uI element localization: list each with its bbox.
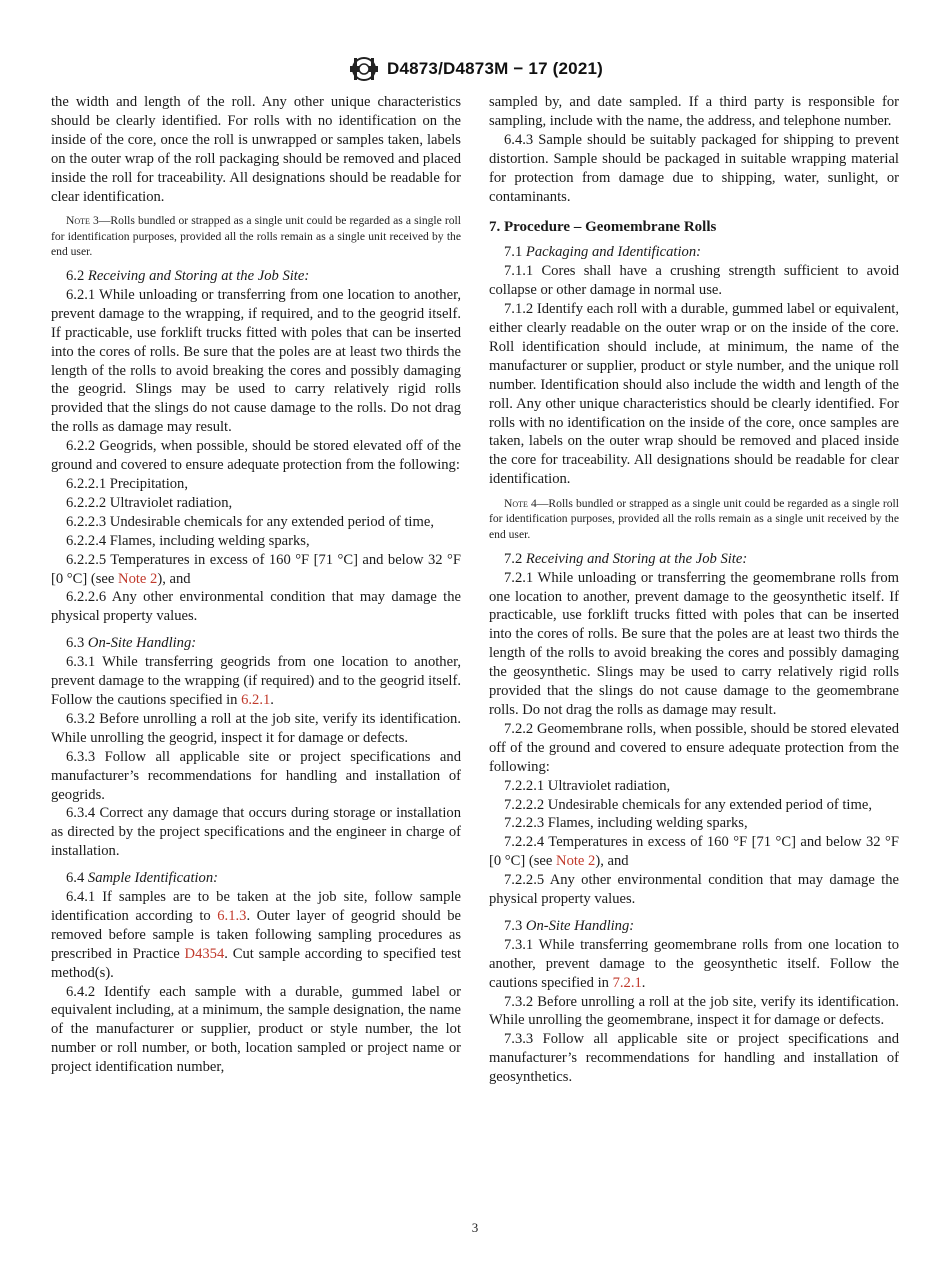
- section-6-1-3-link[interactable]: 6.1.3: [217, 907, 247, 924]
- section-number: 7.3: [504, 917, 523, 934]
- paragraph-continued: sampled by, and date sampled. If a third party is responsible for sampling, include with the name, the address, and telephone number.: [489, 94, 899, 129]
- paragraph-6-4-3: 6.4.3 Sample should be suitably packaged for shipping to prevent distortion. Sample should be packaged in suitable wrapping material for protection from damage due to shipping, water, sunlight, or contaminants.: [489, 131, 899, 205]
- text: .: [641, 974, 646, 991]
- text: .: [270, 691, 274, 708]
- text: 6.3.1 While transferring geogrids from one location to another, prevent damage to the wrapping (if required) and to the geogrid itself. Follow the cautions specified in: [51, 654, 461, 708]
- left-column: [51, 93, 461, 1077]
- section-number: 6.2: [66, 268, 85, 285]
- paragraph-7-3-2: 7.3.2 Before unrolling a roll at the job site, verify its identification. While unrolling the geomembrane, inspect it for damage or defects.: [489, 993, 899, 1029]
- right-column: [489, 93, 899, 1087]
- paragraph-7-2-2: 7.2.2 Geomembrane rolls, when possible, should be stored elevated off of the ground and covered to ensure adequate protection from the following:: [489, 720, 899, 775]
- section-6-2-1-link[interactable]: 6.2.1: [241, 691, 271, 708]
- text: . Cut sample according to specified test method(s).: [51, 945, 461, 981]
- section-7-heading: 7. Procedure – Geomembrane Rolls: [489, 219, 717, 236]
- section-6-3-heading: [51, 634, 461, 653]
- paragraph-6-2-2-2: 6.2.2.2 Ultraviolet radiation,: [66, 494, 233, 511]
- paragraph-continued: the width and length of the roll. Any other unique characteristics should be clearly identified. For rolls with no identification on the inside of the core, once the roll is unwrapped or samples taken, labels on the outer wrap of the roll packaging should be removed and placed inside the roll for traceability. All designations should be readable for clear identification.: [51, 94, 461, 205]
- note-text: —Rolls bundled or strapped as a single unit could be regarded as a single roll for identification purposes, provided all the rolls remain as a single unit received by the end user.: [51, 214, 461, 258]
- note-label: Note 4: [504, 497, 537, 511]
- section-title: Packaging and Identification:: [525, 244, 701, 261]
- page-number: 3: [471, 1220, 479, 1235]
- section-title: Receiving and Storing at the Job Site:: [525, 550, 748, 567]
- paragraph-6-3-4: 6.3.4 Correct any damage that occurs during storage or installation as directed by the project specifications and the engineer in charge of installation.: [51, 805, 461, 860]
- page-header: [0, 55, 950, 83]
- d4354-link[interactable]: D4354: [184, 945, 225, 962]
- paragraph-6-2-2-1: 6.2.2.1 Precipitation,: [66, 476, 189, 493]
- section-title: On-Site Handling:: [525, 917, 635, 934]
- note-4: [489, 496, 899, 542]
- paragraph-6-4-2: 6.4.2 Identify each sample with a durable, gummed label or equivalent including, at a minimum, the sample designation, the name of the manufacturer or supplier, product or style number, the lot number or roll number, or both, location sampled or project name or project identification number,: [51, 983, 461, 1076]
- note-2-link[interactable]: Note 2: [556, 853, 596, 870]
- astm-logo-icon: [347, 56, 381, 82]
- paragraph-6-3-3: 6.3.3 Follow all applicable site or project specifications and manufacturer’s recommendations for handling and installation of geogrids.: [51, 748, 461, 803]
- paragraph-7-2-1: 7.2.1 While unloading or transferring the geomembrane rolls from one location to another, prevent damage to the geosynthetic itself. If practicable, use forklift trucks fitted with poles that can be inserted into the cores of rolls. Be sure that the poles are at least two thirds the length of the rolls to avoid breaking the cores and possibly damaging the geosynthetic. Slings may be used to carry relatively rigid rolls provided that the slings do not cause damage to the geomembrane rolls. Do not drag the rolls as damage may result.: [489, 569, 899, 718]
- note-3: [51, 213, 461, 259]
- paragraph-7-3-3: 7.3.3 Follow all applicable site or project specifications and manufacturer’s recommendations for handling and installation of geosynthetics.: [489, 1031, 899, 1086]
- paragraph-6-2-2-4: 6.2.2.4 Flames, including welding sparks,: [66, 532, 310, 549]
- paragraph-6-2-1: 6.2.1 While unloading or transferring from one location to another, prevent damage to the wrapping, if required, and to the geogrid itself. If practicable, use forklift trucks fitted with poles that can be inserted into the cores of rolls. Be sure that the poles are at least two thirds the length of the rolls to avoid breaking the cores and possibly damaging the geogrid. Slings may be used to carry relatively rigid rolls provided that the slings do not cause damage to the rolls. Do not drag the rolls as damage may result.: [51, 286, 461, 436]
- section-7-3-heading: [489, 917, 899, 936]
- note-label: Note 3: [66, 214, 99, 228]
- text: . Outer layer of geogrid should be removed before sample is taken following sampling procedures as prescribed in Practice: [51, 907, 462, 962]
- section-6-4-heading: [51, 869, 461, 888]
- paragraph-6-2-2-5: [51, 551, 461, 589]
- note-text: —Rolls bundled or strapped as a single unit could be regarded as a single roll for identification purposes, provided all the rolls remain as a single unit received by the end user.: [489, 497, 899, 541]
- text: 6.2.2.5 Temperatures in excess of 160 °F [71 °C] and below 32 °F [0 °C] (see: [51, 551, 461, 587]
- section-number: 6.3: [66, 635, 85, 652]
- paragraph-6-2-2: 6.2.2 Geogrids, when possible, should be stored elevated off of the ground and covered to ensure adequate protection from the following:: [51, 438, 461, 474]
- paragraph-7-2-2-5: 7.2.2.5 Any other environmental condition that may damage the physical property values.: [489, 872, 899, 908]
- paragraph-7-2-2-4: [489, 833, 899, 871]
- paragraph-7-2-2-3: 7.2.2.3 Flames, including welding sparks,: [504, 815, 748, 832]
- section-title: On-Site Handling:: [87, 635, 197, 652]
- section-7-1-heading: [489, 243, 899, 262]
- paragraph-7-3-1: [489, 936, 899, 993]
- section-6-2-heading: [51, 267, 461, 286]
- paragraph-6-2-2-3: 6.2.2.3 Undesirable chemicals for any extended period of time,: [66, 513, 434, 530]
- paragraph-6-3-1: [51, 653, 461, 710]
- text: 7.3.1 While transferring geomembrane rolls from one location to another, prevent damage to the geosynthetic itself. Follow the cautions specified in: [489, 936, 899, 991]
- text: 7.2.2.4 Temperatures in excess of 160 °F [71 °C] and below 32 °F [0 °C] (see: [489, 834, 899, 870]
- text: ), and: [595, 853, 629, 870]
- paragraph-6-4-1: [51, 888, 461, 983]
- paragraph-6-3-2: 6.3.2 Before unrolling a roll at the job site, verify its identification. While unrolling the geogrid, inspect it for damage or defects.: [51, 710, 461, 746]
- document-designation: D4873/D4873M − 17 (2021): [386, 59, 604, 78]
- paragraph-7-1-1: 7.1.1 Cores shall have a crushing strength sufficient to avoid collapse or other damage in normal use.: [489, 263, 899, 299]
- text: ), and: [157, 570, 191, 587]
- section-title: Receiving and Storing at the Job Site:: [87, 268, 310, 285]
- text: 6.4.1 If samples are to be taken at the job site, follow sample identification according to: [51, 889, 461, 924]
- paragraph-7-1-2: 7.1.2 Identify each roll with a durable, gummed label or equivalent, either clearly readable on the outer wrap or on the inside of the core. Roll identification should include, at minimum, the name of the manufacturer or supplier, product or style number, and the unique roll number. Identification should also include the width and length of the roll. Any other unique characteristics should be clearly identified. For rolls with no identification on the inside of the core, once samples are taken, labels on the outer wrap should be removed and placed inside the core for traceability. All designations should be readable for clear identification.: [489, 301, 899, 488]
- section-number: 7.1: [504, 244, 523, 261]
- paragraph-7-2-2-1: 7.2.2.1 Ultraviolet radiation,: [504, 777, 671, 794]
- section-number: 7.2: [504, 550, 523, 567]
- section-7-2-1-link[interactable]: 7.2.1: [612, 974, 642, 991]
- section-title: Sample Identification:: [87, 870, 219, 887]
- paragraph-7-2-2-2: 7.2.2.2 Undesirable chemicals for any extended period of time,: [504, 796, 872, 813]
- section-7-2-heading: [489, 550, 899, 569]
- paragraph-6-2-2-6: 6.2.2.6 Any other environmental condition that may damage the physical property values.: [51, 589, 461, 625]
- note-2-link[interactable]: Note 2: [118, 570, 158, 587]
- section-number: 6.4: [66, 870, 85, 887]
